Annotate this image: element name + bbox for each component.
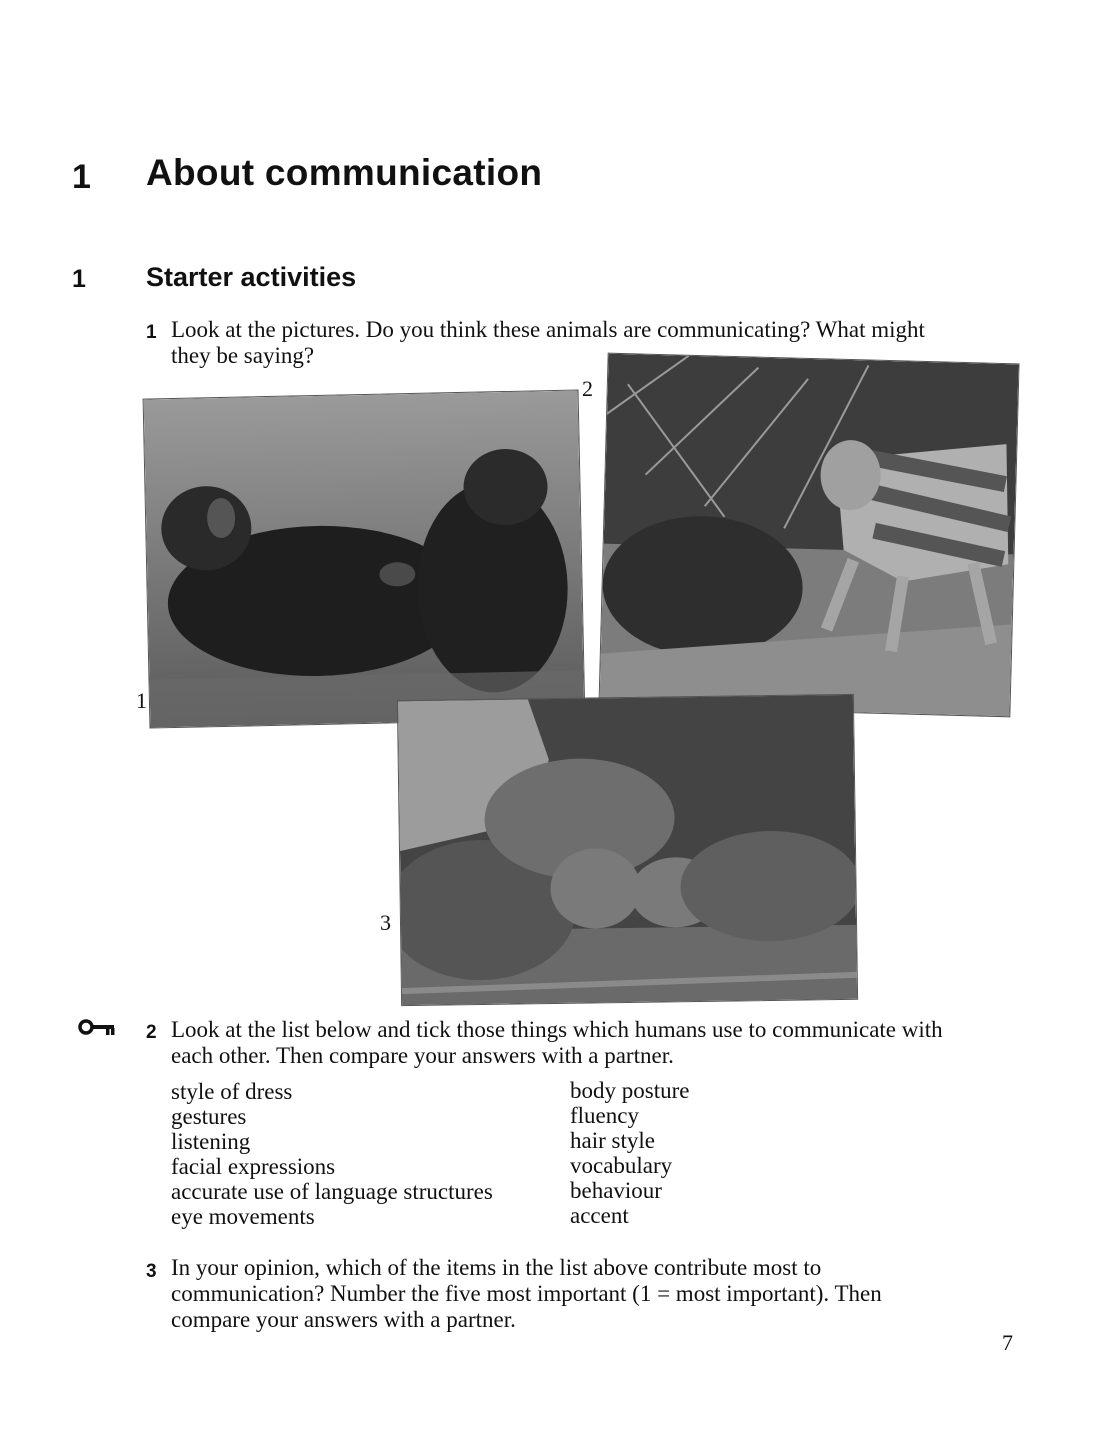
list-item: listening bbox=[171, 1129, 251, 1154]
section-title: Starter activities bbox=[146, 262, 357, 292]
list-right bbox=[570, 1078, 689, 1228]
key-icon bbox=[78, 1016, 116, 1043]
list-item: hair style bbox=[570, 1128, 655, 1153]
list-item: behaviour bbox=[570, 1178, 662, 1203]
chapter-number: 1 bbox=[72, 158, 91, 196]
list-item: body posture bbox=[570, 1078, 690, 1103]
dog-photo bbox=[598, 353, 1019, 718]
list-left bbox=[171, 1079, 493, 1229]
list-item: vocabulary bbox=[570, 1153, 673, 1178]
question-2-text: Look at the list below and tick those things which humans use to communicate with each other. Then compare your answers with a partner. bbox=[171, 1017, 943, 1068]
list-item: gestures bbox=[171, 1104, 247, 1129]
list-item: accent bbox=[570, 1203, 629, 1228]
list-item: eye movements bbox=[171, 1204, 315, 1229]
question-3-text: In your opinion, which of the items in the list above contribute most to communication? Number the five most important (1 = most important). Then compare your answers with a partner. bbox=[171, 1255, 882, 1332]
picture-1-label: 1 bbox=[136, 688, 147, 713]
page-number: 7 bbox=[1002, 1330, 1013, 1355]
list-item: accurate use of language structures bbox=[171, 1179, 493, 1204]
tortoises-photo bbox=[397, 694, 858, 1006]
question-1-text: Look at the pictures. Do you think these animals are communicating? What might they be saying? bbox=[171, 317, 925, 368]
picture-2-label: 2 bbox=[582, 376, 593, 401]
question-2-number: 2 bbox=[146, 1022, 157, 1043]
chapter-title: About communication bbox=[146, 152, 543, 193]
list-item: facial expressions bbox=[171, 1154, 336, 1179]
picture-3-label: 3 bbox=[380, 910, 391, 935]
section-number: 1 bbox=[72, 265, 86, 293]
question-1-number: 1 bbox=[146, 322, 157, 343]
chimpanzees-photo bbox=[143, 389, 586, 728]
list-item: style of dress bbox=[171, 1079, 293, 1104]
list-item: fluency bbox=[570, 1103, 639, 1128]
question-3-number: 3 bbox=[146, 1261, 157, 1282]
